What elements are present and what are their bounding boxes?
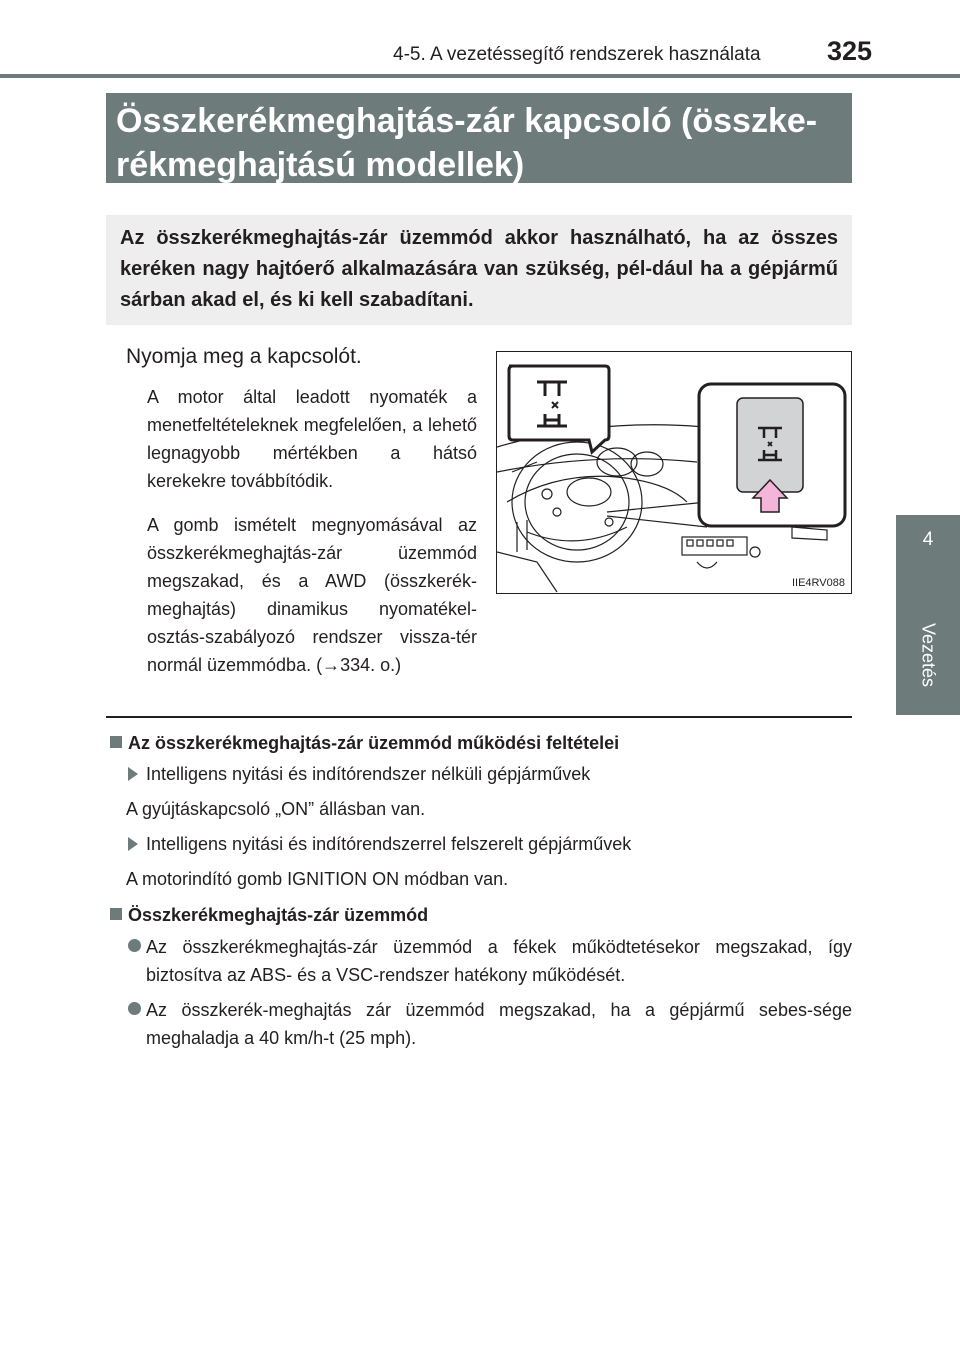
triangle-bullet-icon [128, 767, 138, 781]
chapter-tab[interactable] [896, 515, 960, 715]
condition-text: A gyújtáskapcsoló „ON” állásban van. [126, 799, 426, 819]
figure-id: IIE4RV088 [791, 577, 845, 589]
circle-bullet-icon [128, 1002, 141, 1015]
list-item: Az összkerék-meghajtás zár üzemmód megszakad, ha a gépjármű sebes-sége meghaladja a 40 km/h-t (25 mph). [128, 996, 852, 1052]
page-number: 325 [827, 36, 873, 66]
section-heading-conditions: Az összkerékmeghajtás-zár üzemmód működési feltételei [110, 733, 619, 754]
square-bullet-icon [110, 908, 122, 920]
dashboard-drawing [497, 352, 851, 593]
step-paragraph-2: A gomb ismételt megnyomásával az összkerékmeghajtás-zár üzemmód megszakad, és a AWD (összkerék-meghajtás) dinamikus nyomatékel-osztás-szabályozó rendszer vissza-tér normál üzemmódba. (→334. o.) [147, 515, 477, 675]
section-heading-mode: Összkerékmeghajtás-zár üzemmód [110, 905, 428, 926]
step-paragraph-1: A motor által leadott nyomaték a menetfeltételeknek megfelelően, a lehető legnagyobb mértékben a hátsó kerekekre továbbítódik. [147, 387, 477, 491]
circle-bullet-icon [128, 939, 141, 952]
awd-lock-switch-illustration [496, 351, 852, 594]
list-item: Intelligens nyitási és indítórendszerrel felszerelt gépjárművek [128, 834, 631, 855]
list-item: Az összkerékmeghajtás-zár üzemmód a fékek működtetésekor megszakad, így biztosítva az ABS- és a VSC-rendszer hatékony működését. [128, 933, 852, 989]
chapter-title: 4-5. A vezetéssegítő rendszerek használata [393, 44, 761, 65]
section-title-bar [106, 93, 852, 183]
intro-text: Az összkerékmeghajtás-zár üzemmód akkor használható, ha az összes keréken nagy hajtóerő alkalmazására van szükség, pél-dául ha a gépjármű sárban akad el, és ki kell szabadítani. [120, 227, 838, 311]
list-item: Intelligens nyitási és indítórendszer nélküli gépjárművek [128, 764, 590, 785]
header-divider [0, 74, 960, 78]
intro-box [106, 215, 852, 325]
triangle-bullet-icon [128, 837, 138, 851]
section-divider [106, 716, 852, 718]
condition-text: A motorindító gomb IGNITION ON módban van. [126, 869, 509, 889]
chapter-tab-number: 4 [922, 529, 934, 550]
square-bullet-icon [110, 736, 122, 748]
step-title: Nyomja meg a kapcsolót. [126, 345, 362, 368]
chapter-tab-label: Vezetés [918, 622, 939, 688]
section-title: Összkerékmeghajtás-zár kapcsoló (összke-rékmeghajtású modellek) [116, 102, 818, 184]
